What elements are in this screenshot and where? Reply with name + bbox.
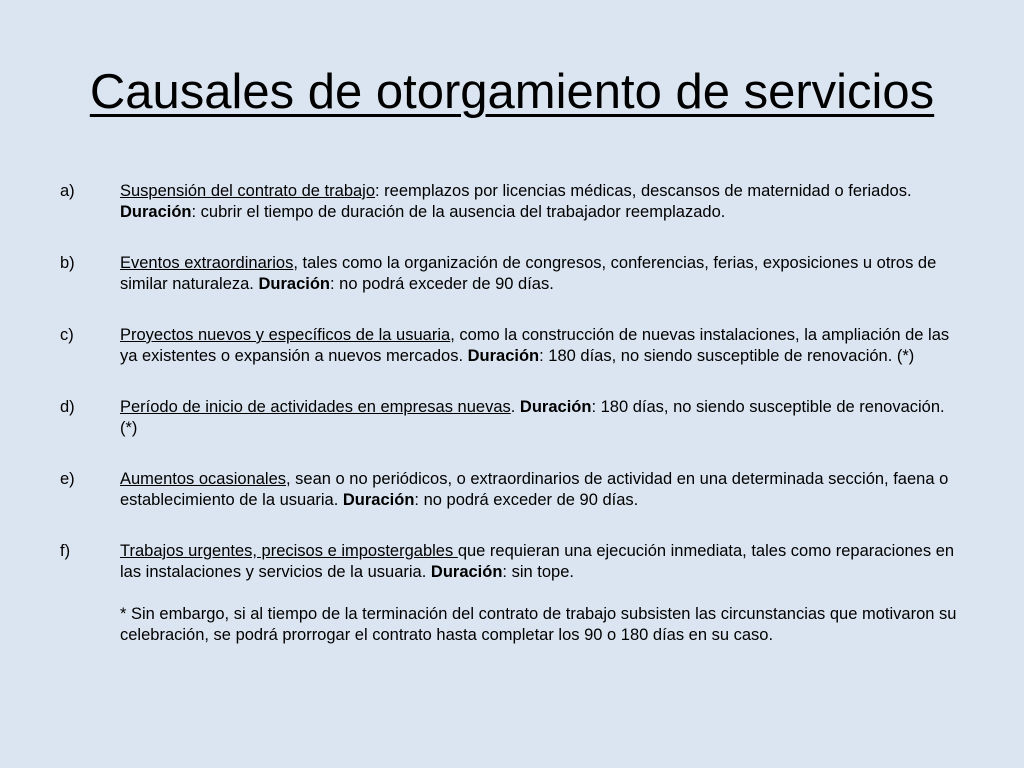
item-duration: : sin tope. <box>502 563 574 581</box>
item-text <box>120 253 960 295</box>
item-description: , tales como la organización de congresos, conferencias, ferias, exposiciones u otros de similar naturaleza. <box>120 254 937 293</box>
item-heading: Período de inicio de actividades en empresas nuevas <box>120 398 511 416</box>
list-item <box>60 397 960 439</box>
item-heading: Suspensión del contrato de trabajo <box>120 182 376 200</box>
item-text <box>120 397 960 439</box>
causales-list <box>60 181 960 646</box>
item-text <box>120 541 960 583</box>
item-letter: d) <box>60 398 75 416</box>
duration-label: Duración <box>342 491 415 509</box>
item-heading: Trabajos urgentes, precisos e impostergables <box>120 542 458 560</box>
duration-label: Duración <box>519 398 592 416</box>
item-description: , sean o no periódicos, o extraordinarios de actividad en una determinada sección, faena o establecimiento de la usuaria. <box>120 470 949 509</box>
duration-label: Duración <box>120 203 192 221</box>
item-text <box>120 181 960 223</box>
item-letter: a) <box>60 182 75 200</box>
list-item <box>60 541 960 583</box>
item-heading: Aumentos ocasionales <box>120 470 287 488</box>
duration-label: Duración <box>258 275 330 293</box>
item-text <box>120 325 960 367</box>
item-letter: c) <box>60 326 74 344</box>
item-heading: Eventos extraordinarios <box>120 254 294 272</box>
item-duration: : no podrá exceder de 90 días. <box>330 275 554 293</box>
item-heading: Proyectos nuevos y específicos de la usuaria <box>120 326 451 344</box>
item-text <box>120 469 960 511</box>
list-item <box>60 325 960 367</box>
item-description: . <box>510 398 520 416</box>
item-duration: : no podrá exceder de 90 días. <box>414 491 639 509</box>
list-item <box>60 181 960 223</box>
item-duration: : cubrir el tiempo de duración de la ausencia del trabajador reemplazado. <box>191 203 726 221</box>
footnote: * Sin embargo, si al tiempo de la terminación del contrato de trabajo subsisten las circunstancias que motivaron su celebración, se podrá prorrogar el contrato hasta completar los 90 o 180 días en su caso. <box>120 605 957 644</box>
list-item <box>60 469 960 511</box>
duration-label: Duración <box>467 347 540 365</box>
list-item <box>60 253 960 295</box>
item-description: : reemplazos por licencias médicas, descansos de maternidad o feriados. <box>375 182 912 200</box>
item-description: , como la construcción de nuevas instalaciones, la ampliación de las ya existentes o expansión a nuevos mercados. <box>120 326 950 365</box>
item-letter: f) <box>60 542 71 560</box>
item-description: que requieran una ejecución inmediata, tales como reparaciones en las instalaciones y servicios de la usuaria. <box>120 542 955 581</box>
item-letter: e) <box>60 470 75 488</box>
duration-label: Duración <box>430 563 503 581</box>
item-duration: : 180 días, no siendo susceptible de renovación. (*) <box>120 398 945 437</box>
slide-title: Causales de otorgamiento de servicios <box>89 65 935 119</box>
item-duration: : 180 días, no siendo susceptible de renovación. (*) <box>539 347 915 365</box>
item-letter: b) <box>60 254 75 272</box>
